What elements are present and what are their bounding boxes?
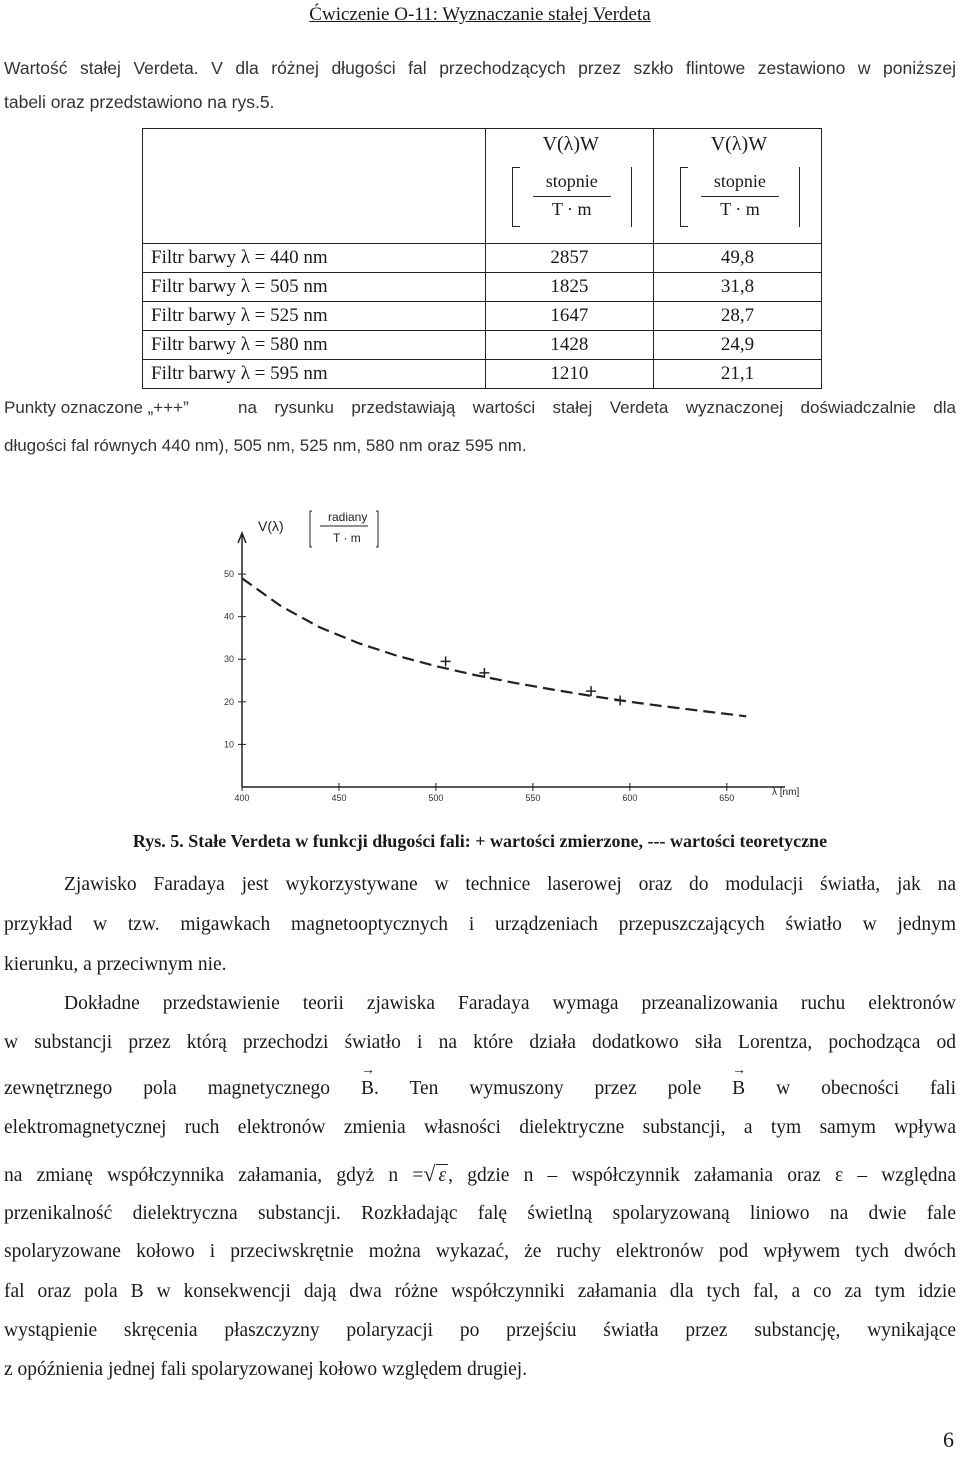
epsilon-symbol: ε: [438, 1165, 447, 1186]
col1-unit-bar: [533, 196, 611, 197]
body-p2-line-5-b: , gdzie n – współczynnik załamania oraz ε – względna: [448, 1165, 957, 1186]
col2-unit-bottom: T · m: [720, 199, 760, 219]
table-header-col2: [653, 129, 821, 244]
body-p2-line-6: przenikalność dielektryczna substancji. Rozkładając falę świetlną spolaryzowaną liniowo na dwie fale: [4, 1203, 956, 1224]
row-label: Filtr barwy λ = 580 nm: [143, 331, 486, 360]
row-label: Filtr barwy λ = 595 nm: [143, 360, 486, 389]
table-row: [143, 331, 822, 360]
x-tick-label: 500: [428, 793, 444, 803]
row-label: Filtr barwy λ = 440 nm: [143, 244, 486, 273]
body-p2-line-8: fal oraz pola B w konsekwencji dają dwa różne współczynniki załamania dla tych fal, a co za tym idzie: [4, 1281, 956, 1302]
row-value-rad: 28,7: [653, 302, 821, 331]
y-tick-label: 10: [223, 739, 234, 750]
body-p2-line-9: wystąpienie skręcenia płaszczyzny polaryzacji po przejściu światła przez substancję, wynikające: [4, 1320, 956, 1341]
x-tick-label: 600: [622, 793, 638, 803]
intro-line-1: Wartość stałej Verdeta. V dla różnej długości fal przechodzących przez szkło flintowe zestawiono w poniższej: [4, 58, 956, 78]
x-tick-label: 650: [719, 793, 735, 803]
row-label: Filtr barwy λ = 505 nm: [143, 273, 486, 302]
row-value-deg: 2857: [485, 244, 653, 273]
body-p2-line-7: spolaryzowane kołowo i przeciwskrętnie można wykazać, że ruchy elektronów pod wpływem tych dwóch: [4, 1241, 956, 1262]
vector-b-symbol: → B: [732, 1078, 745, 1100]
row-value-deg: 1825: [485, 273, 653, 302]
body-p2-line-3-c: w obecności fali: [776, 1078, 957, 1099]
y-tick-label: 30: [223, 654, 234, 665]
table-header-row: [143, 129, 822, 244]
sqrt-sign: √: [423, 1161, 436, 1186]
col1-unit-top: stopnie: [545, 171, 598, 191]
col1-unit-bottom: T · m: [551, 199, 592, 219]
points-note-rest: na rysunku przedstawiają wartości stałej Verdeta wyznaczonej doświadczalnie dla: [238, 398, 956, 417]
table-row: [143, 273, 822, 302]
table-row: [143, 244, 822, 273]
chart-y-label: V(λ): [258, 518, 284, 534]
page-number: 6: [943, 1427, 954, 1452]
row-value-deg: 1647: [485, 302, 653, 331]
col1-symbol: V(λ)W: [542, 133, 599, 155]
body-p2-line-2: w substancji przez którą przechodzi światło i na które działa dodatkowo siła Lorentza, pochodząca od: [4, 1032, 956, 1053]
body-p1-line-3: kierunku, a przeciwnym nie.: [4, 954, 227, 975]
table-row: [143, 360, 822, 389]
row-value-deg: 1428: [485, 331, 653, 360]
vector-b-symbol: → B: [361, 1078, 374, 1100]
body-p2-line-3-b: . Ten wymuszony przez pole: [374, 1078, 702, 1099]
table-header-empty: [143, 129, 486, 244]
col2-unit-bracket: [680, 167, 800, 227]
x-tick-label: 400: [234, 793, 250, 803]
chart-y-unit-top: radiany: [328, 510, 368, 524]
row-value-rad: 49,8: [653, 244, 821, 273]
body-p1-line-2: przykład w tzw. migawkach magnetooptycznych i urządzeniach przepuszczających światło w jednym: [4, 914, 956, 935]
col2-unit-top: stopnie: [713, 171, 766, 191]
verdet-table: [142, 128, 822, 389]
row-value-deg: 1210: [485, 360, 653, 389]
body-p2-line-5: [4, 1161, 956, 1187]
x-tick-label: 550: [525, 793, 541, 803]
y-tick-label: 20: [223, 696, 234, 707]
intro-line-2: tabeli oraz przedstawiono na rys.5.: [4, 92, 275, 112]
table-header-col1: [485, 129, 653, 244]
row-label: Filtr barwy λ = 525 nm: [143, 302, 486, 331]
row-value-rad: 31,8: [653, 273, 821, 302]
body-p2-line-4: elektromagnetycznej ruch elektronów zmienia własności dielektryczne substancji, a tym samym wpływa: [4, 1117, 956, 1138]
row-value-rad: 24,9: [653, 331, 821, 360]
figure-caption: Rys. 5. Stałe Verdeta w funkcji długości fali: + wartości zmierzone, --- wartości teoretyczne: [132, 831, 828, 851]
x-tick-label: 450: [331, 793, 347, 803]
row-value-rad: 21,1: [653, 360, 821, 389]
col2-unit-bar: [701, 196, 779, 197]
chart-y-unit-bottom: T · m: [333, 531, 361, 545]
body-p2-line-5-a: na zmianę współczynnika załamania, gdyż n =: [4, 1165, 424, 1186]
body-p2-line-1: Dokładne przedstawienie teorii zjawiska Faradaya wymaga przeanalizowania ruchu elektronów: [64, 993, 956, 1014]
points-note-line-2: długości fal równych 440 nm), 505 nm, 525 nm, 580 nm oraz 595 nm.: [4, 436, 527, 455]
chart-background: [200, 495, 800, 810]
y-tick-label: 50: [223, 569, 234, 580]
table-row: [143, 302, 822, 331]
body-p1-line-1: Zjawisko Faradaya jest wykorzystywane w technice laserowej oraz do modulacji światła, jak na: [64, 874, 956, 895]
body-p2-line-3: [4, 1078, 956, 1100]
col1-unit-bracket: [512, 167, 632, 227]
y-tick-label: 40: [223, 611, 234, 622]
body-p2-line-10: z opóźnienia jednej fali spolaryzowanej kołowo względem drugiej.: [4, 1359, 528, 1380]
page-header: Ćwiczenie O-11: Wyznaczanie stałej Verdeta: [309, 4, 651, 25]
points-note-lead: Punkty oznaczone „+++”: [4, 398, 189, 417]
chart-x-label: λ [nm]: [772, 787, 800, 798]
verdet-chart: [200, 495, 800, 810]
col2-symbol: V(λ)W: [710, 133, 768, 155]
body-p2-line-3-a: zewnętrznego pola magnetycznego: [4, 1078, 331, 1099]
